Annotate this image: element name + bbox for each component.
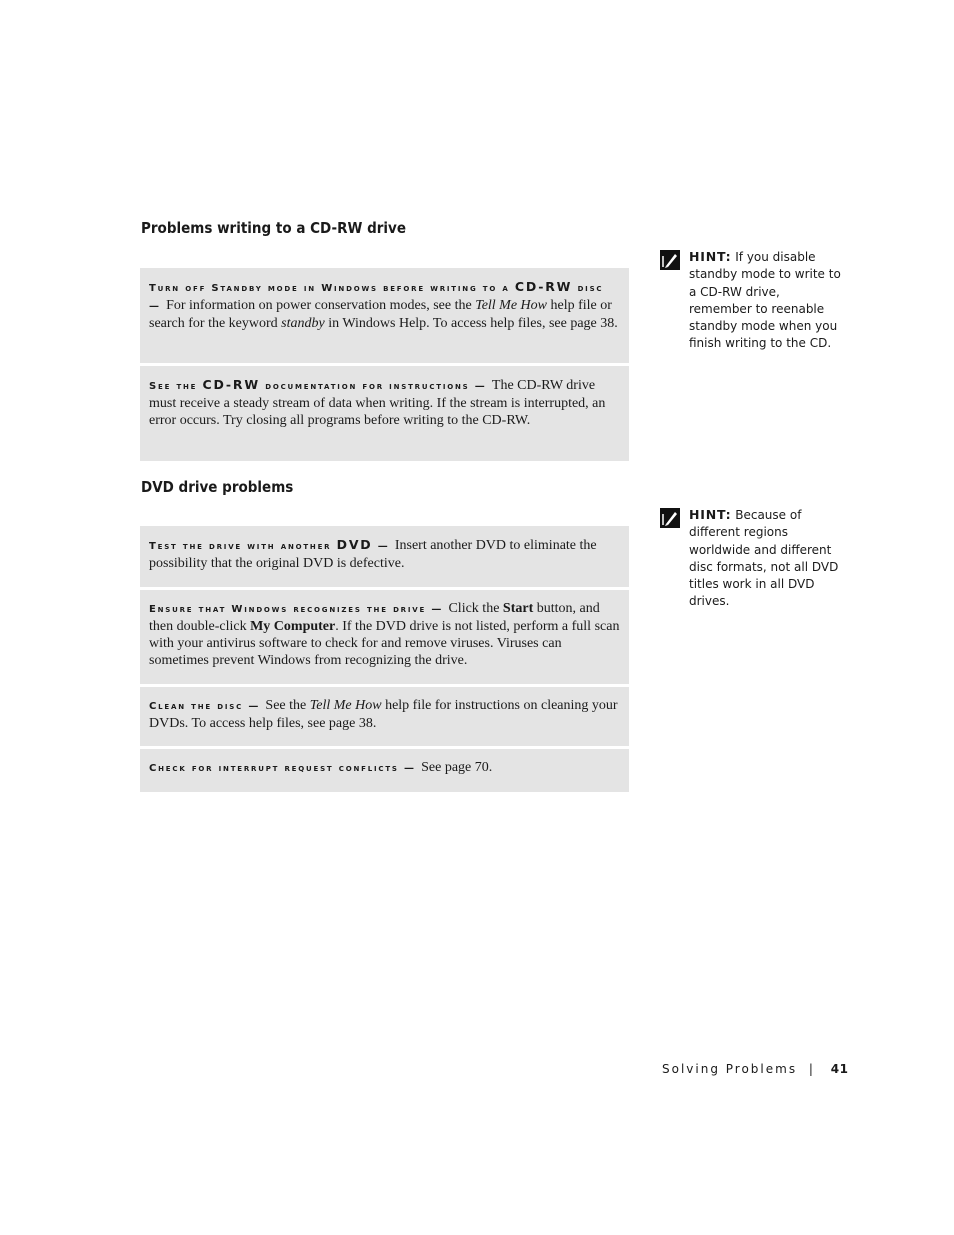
hint-label: HINT: — [689, 507, 732, 522]
hint-body: Because of different regions worldwide and different disc formats, not all DVD titles work in all DVD drives. — [689, 508, 839, 609]
footer-section-title: Solving Problems — [662, 1062, 798, 1076]
footer-separator: | — [808, 1062, 815, 1076]
tip-lead: Check for interrupt request conflicts — [149, 763, 399, 774]
hint-body: If you disable standby mode to write to a CD-RW drive, remember to reenable standby mode when you finish writing to the CD. — [689, 250, 841, 351]
tip-box-windows-recognizes: Ensure that Windows recognizes the drive — Click the Start button, and then double-click My Computer. If the DVD drive is not listed, perform a full scan with your antivirus software to check for and remove viruses. Viruses can sometimes prevent Windows from recognizing the drive. — [140, 590, 629, 684]
tip-lead: Ensure that Windows recognizes the drive — [149, 604, 427, 615]
pencil-note-icon — [660, 250, 680, 270]
section-heading-cdrw: Problems writing to a CD-RW drive — [141, 219, 406, 237]
tip-box-standby: Turn off Standby mode in Windows before writing to a CD-RW disc — For information on power conservation modes, see the Tell Me How help file or search for the keyword standby in Windows Help. To access help files, see page 38. — [140, 268, 629, 363]
tip-box-irq-conflicts: Check for interrupt request conflicts — See page 70. — [140, 749, 629, 792]
hint-label: HINT: — [689, 249, 732, 264]
tip-box-test-dvd: Test the drive with another DVD — Insert another DVD to eliminate the possibility that the original DVD is defective. — [140, 526, 629, 587]
page-footer — [662, 1062, 848, 1076]
section-heading-dvd: DVD drive problems — [141, 478, 294, 496]
tip-lead: Clean the disc — [149, 701, 244, 712]
tip-lead: Turn off Standby mode in Windows before writing to a CD-RW disc — [149, 279, 604, 294]
tip-box-clean-disc: Clean the disc — See the Tell Me How help file for instructions on cleaning your DVDs. To access help files, see page 38. — [140, 687, 629, 746]
pencil-note-icon — [660, 508, 680, 528]
tip-box-cdrw-docs: See the CD-RW documentation for instructions — The CD-RW drive must receive a steady stream of data when writing. If the stream is interrupted, an error occurs. Try closing all programs before writing to the CD-RW. — [140, 366, 629, 461]
tip-lead: See the CD-RW documentation for instructions — [149, 377, 470, 392]
page-number: 41 — [830, 1062, 849, 1076]
tip-lead: Test the drive with another DVD — [149, 537, 373, 552]
